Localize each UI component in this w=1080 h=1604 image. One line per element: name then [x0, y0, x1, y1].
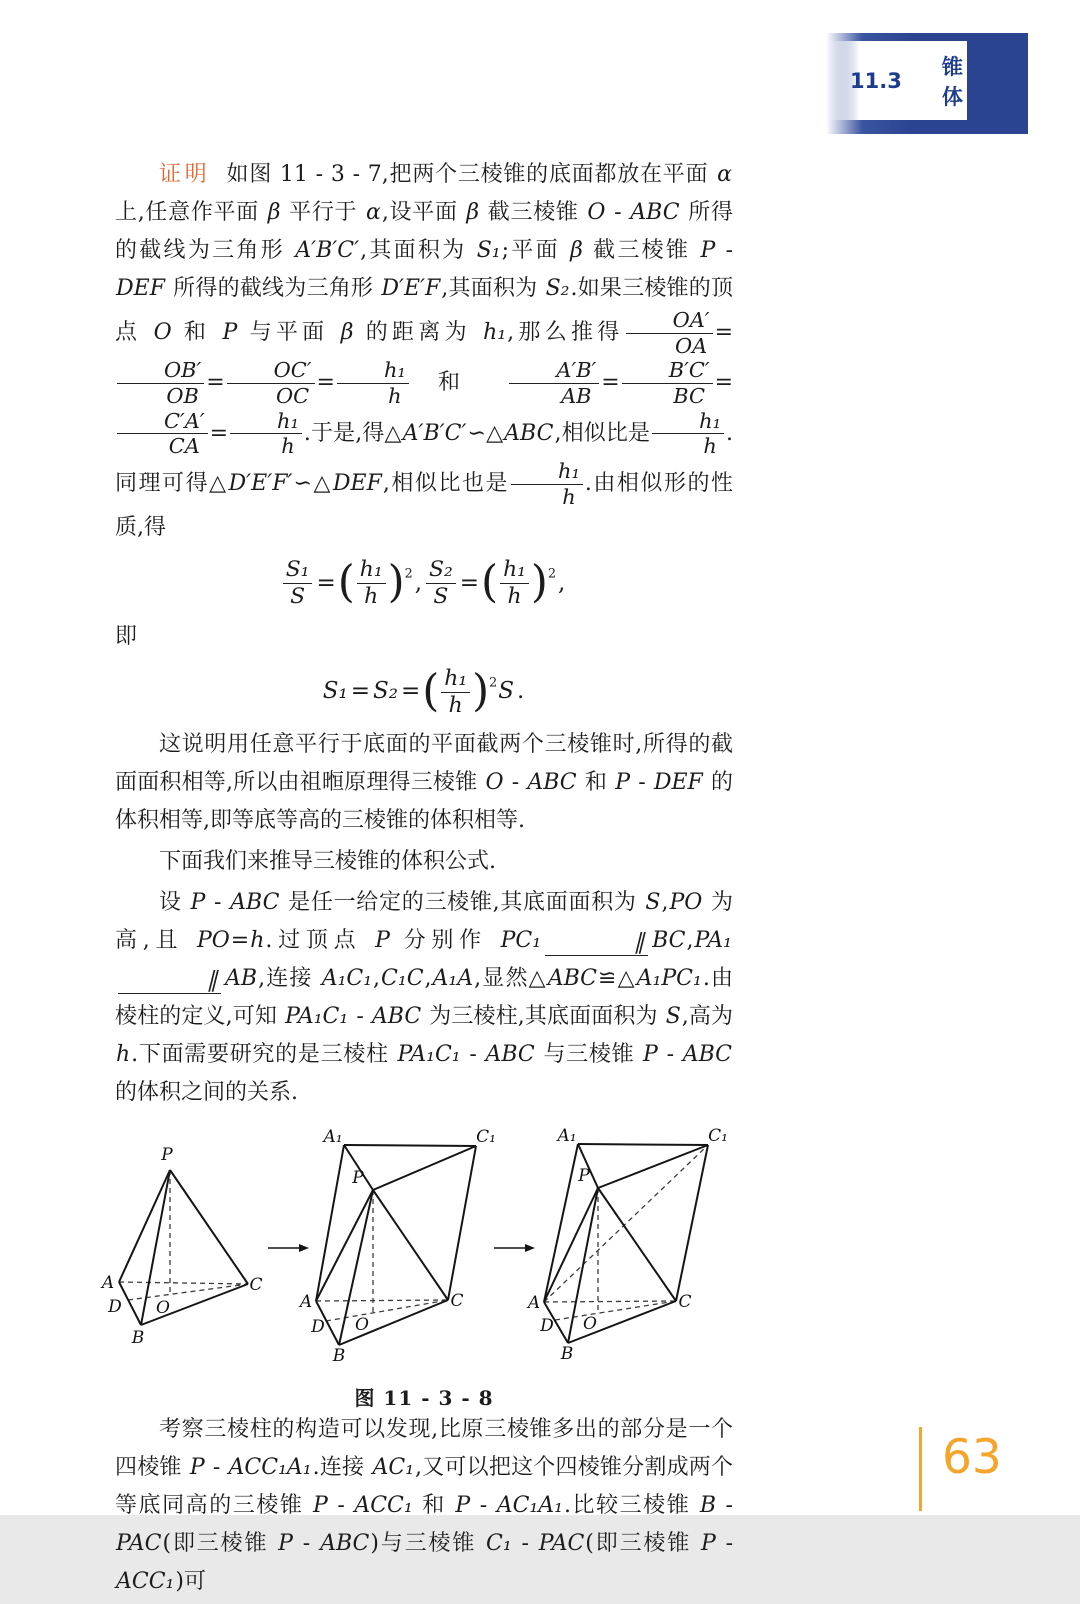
math-run: AC₁	[372, 1455, 415, 1481]
math-run: ABC	[371, 1004, 422, 1030]
vertex-label-B: B	[560, 1344, 574, 1365]
text-run: ,那么推得	[507, 320, 624, 346]
math-run: P	[312, 1493, 328, 1519]
fraction-numerator: h₁	[441, 666, 470, 693]
text-run: .比较三棱锥	[563, 1493, 699, 1519]
vertex-label-A₁: A₁	[323, 1127, 343, 1148]
fraction-numerator: A′B′	[509, 358, 599, 384]
text-run: 截三棱锥	[480, 200, 587, 225]
text-run: =	[350, 678, 370, 705]
edge-P-C	[170, 1170, 248, 1284]
math-run: β	[340, 320, 354, 346]
fraction-denominator: h	[448, 692, 463, 718]
text-run: .由相似形的性质,得	[115, 471, 733, 541]
diagram-pyramid-P-ABC	[100, 1145, 263, 1348]
math-run: ABC	[630, 200, 680, 225]
text-run: -	[606, 200, 630, 225]
text-run: 的体积之间的关系.	[115, 1080, 298, 1106]
text-run: ,相似比也是	[382, 471, 510, 497]
fraction-denominator: BC	[673, 383, 706, 408]
fraction-denominator: h	[562, 484, 576, 509]
edge-A-C	[544, 1301, 676, 1302]
math-run: AC₁A₁	[496, 1493, 563, 1519]
text-run: ,相似比是	[554, 420, 651, 446]
text-run: -	[717, 1493, 733, 1519]
text-run: 与三棱锥	[535, 1042, 643, 1068]
text-run: 分别作	[390, 928, 500, 954]
math-run: P	[700, 238, 716, 263]
fraction-numerator: C′A′	[117, 409, 208, 435]
text-run: )可	[175, 1569, 206, 1595]
fraction-denominator: h	[388, 383, 402, 408]
diagram-prism-with-diagonal-AC1	[526, 1126, 728, 1364]
math-run: P	[455, 1493, 471, 1519]
math-run: h₁	[483, 320, 507, 346]
vertex-label-A: A	[101, 1273, 115, 1294]
section-number: 11.3	[850, 68, 902, 93]
fraction-numerator: h₁	[337, 358, 409, 384]
text-run: -	[293, 1531, 320, 1557]
fraction	[227, 358, 315, 408]
text-run: ,高为	[681, 1004, 733, 1030]
text-run: ,	[661, 890, 669, 916]
superscript: 2	[404, 565, 413, 581]
fraction-numerator: h₁	[500, 557, 529, 584]
text-run: 下面我们来推导三棱锥的体积公式.	[159, 849, 496, 875]
text-run: =	[714, 370, 733, 396]
math-run: PC₁	[500, 928, 542, 954]
math-run: P	[278, 1531, 293, 1557]
math-run: PA₁C₁	[285, 1004, 349, 1030]
math-run: P	[189, 1455, 205, 1481]
text-run: ,	[686, 928, 694, 954]
math-run: h	[116, 1042, 131, 1068]
edge-P-A	[544, 1188, 598, 1302]
math-run: α	[365, 200, 381, 225]
proof-label: 证明	[159, 162, 211, 187]
text-run: ∥	[632, 930, 650, 956]
vertex-label-B: B	[131, 1328, 145, 1349]
math-run: P	[222, 320, 238, 346]
text-run: .下面需要研究的是三棱柱	[131, 1042, 397, 1068]
text-run: =	[459, 569, 480, 596]
section-title: 锥体	[941, 53, 965, 109]
math-run: ABC	[547, 966, 597, 992]
text-run: -	[716, 1531, 734, 1557]
edge-C1-C	[448, 1146, 476, 1300]
fraction-denominator: h	[703, 434, 717, 459]
big-paren: )	[530, 556, 548, 608]
fraction	[357, 557, 386, 610]
pyramid-prism-diagrams	[101, 1126, 741, 1372]
section-header-band	[826, 33, 1028, 134]
fraction-numerator: h₁	[511, 459, 583, 485]
math-run: O	[153, 320, 172, 346]
paragraph-zu-geng-principle	[115, 726, 733, 840]
vertex-label-C: C	[450, 1291, 464, 1312]
math-run: β	[570, 238, 583, 263]
text-run: 的距离为	[354, 320, 483, 346]
superscript: 2	[547, 565, 556, 581]
math-run: A₁A	[432, 966, 474, 992]
math-run: α	[717, 162, 732, 187]
fraction-denominator: h	[364, 584, 379, 610]
math-run: PO	[196, 928, 230, 954]
math-run: B	[699, 1493, 716, 1519]
connector-word	[115, 618, 733, 656]
math-run: P	[700, 1531, 716, 1557]
vertex-label-C: C	[678, 1292, 692, 1313]
math-run: A′B′C′	[402, 420, 467, 446]
edge-A1-A	[544, 1144, 578, 1302]
fraction	[626, 308, 713, 358]
fraction	[337, 358, 409, 408]
text-run: 设	[159, 890, 190, 916]
fraction-numerator: h₁	[230, 409, 302, 435]
display-formula-equality	[115, 666, 733, 719]
fraction-denominator: OB	[166, 383, 199, 408]
math-run: P	[375, 928, 390, 954]
math-run: DEF	[332, 471, 382, 497]
math-run: A₁PC₁	[636, 966, 702, 992]
fraction-numerator: h₁	[357, 557, 386, 584]
text-run: ,又可以把这个四棱锥分割成两个等底同高的三棱锥	[115, 1455, 733, 1519]
math-run: S₂	[372, 678, 398, 705]
fraction-numerator: h₁	[652, 409, 724, 435]
text-run: 这说明用任意平行于底面的平面截两个三棱锥时,所得的截面面积相等,所以由祖暅原理得三棱锥	[115, 732, 733, 796]
edge-P-C	[373, 1190, 448, 1300]
footer-accent-line	[919, 1427, 922, 1511]
text-run: .连接	[312, 1455, 372, 1481]
math-run: BC	[652, 928, 686, 954]
fraction-numerator: OB′	[117, 358, 204, 384]
math-run: ABC	[504, 420, 554, 446]
math-run: β	[267, 200, 281, 225]
math-run: D′E′F′	[228, 471, 293, 497]
edge-A-B	[119, 1282, 141, 1325]
math-run: DEF	[116, 276, 165, 301]
vertex-label-P: P	[352, 1168, 364, 1189]
text-run: (即三棱锥	[162, 1531, 278, 1557]
text-run: .如果三棱锥的顶点	[115, 276, 733, 346]
fraction-denominator: S	[290, 584, 306, 610]
text-run: -	[716, 238, 733, 263]
text-run: (即三棱锥	[585, 1531, 700, 1557]
text-run: 即	[115, 623, 138, 649]
big-paren: (	[481, 556, 499, 608]
text-run: =	[400, 678, 421, 705]
edge-A-C	[316, 1300, 448, 1301]
vertex-label-O: O	[156, 1298, 170, 1319]
math-run: β	[466, 200, 480, 225]
text-run: =	[316, 370, 335, 396]
text-run: ,其面积为	[360, 238, 476, 263]
vertex-label-P: P	[161, 1145, 173, 1166]
math-run: DEF	[653, 770, 703, 796]
edge-A-C1	[544, 1145, 708, 1302]
edge-P-C1	[373, 1146, 476, 1190]
proof-paragraph	[115, 156, 733, 547]
fraction	[441, 666, 470, 719]
page-number: 63	[942, 1430, 1002, 1485]
big-paren: (	[422, 665, 440, 717]
text-run: 如图 11 - 3 - 7,把两个三棱锥的底面都放在平面	[226, 162, 717, 187]
text-run: ,	[557, 569, 566, 596]
text-run: 平行于	[281, 200, 365, 225]
text-run: ∥	[205, 968, 223, 994]
edge-C1-C	[676, 1145, 708, 1301]
math-run: P	[190, 890, 206, 916]
fraction	[500, 557, 529, 610]
math-run: C₁C	[381, 966, 424, 992]
edge-A1-A	[316, 1145, 344, 1301]
math-run: D′E′F	[381, 276, 441, 301]
math-run: h	[250, 928, 265, 954]
text-run: )与三棱锥	[370, 1531, 486, 1557]
math-run: P	[643, 1042, 658, 1068]
math-run: P	[615, 770, 631, 796]
edge-A1-C1	[578, 1144, 708, 1145]
text-run: -	[512, 1531, 538, 1557]
figure-11-3-8	[101, 1126, 733, 1411]
text-run: =	[230, 928, 250, 954]
fraction	[509, 358, 599, 408]
text-run: 所得的截线为三角形	[165, 276, 381, 301]
fraction	[426, 557, 456, 610]
parallel-equal-symbol	[545, 932, 648, 956]
math-run: S	[665, 1004, 681, 1030]
vertex-label-D: D	[108, 1297, 122, 1318]
vertex-label-A: A	[527, 1293, 541, 1314]
text-run: =	[316, 569, 336, 596]
math-run: ABC	[230, 890, 280, 916]
math-run: A₁C₁	[321, 966, 373, 992]
edge-P-A	[316, 1190, 373, 1301]
transform-arrow-2	[494, 1244, 535, 1252]
fraction-denominator: CA	[168, 434, 200, 459]
figure-caption: 图 11 - 3 - 8	[354, 1386, 494, 1411]
math-run: PO	[669, 890, 703, 916]
fraction	[652, 409, 724, 459]
math-run: S	[498, 678, 514, 705]
text-run: ,显然△	[474, 966, 547, 992]
text-run: ,	[414, 569, 422, 596]
paragraph-derivation-intro	[115, 843, 733, 881]
math-run: ABC	[485, 1042, 535, 1068]
vertex-label-O: O	[355, 1315, 369, 1336]
vertex-label-B: B	[332, 1346, 346, 1367]
text-run: 和	[410, 370, 508, 396]
text-run: .	[516, 678, 525, 705]
parallel-equal-symbol	[118, 970, 221, 994]
text-run: .于是,得△	[303, 420, 402, 446]
diagram-prism-PA1C1-ABC	[298, 1127, 496, 1366]
superscript: 2	[489, 674, 498, 690]
transform-arrow-1	[268, 1244, 309, 1252]
text-run: =	[714, 320, 733, 346]
math-run: ABC	[320, 1531, 370, 1557]
text-run: 和	[172, 320, 222, 346]
vertex-label-C₁: C₁	[708, 1126, 728, 1147]
text-run: .由棱柱的定义,可知	[115, 966, 733, 1030]
section-header-plate	[826, 41, 967, 120]
text-run: -	[461, 1042, 485, 1068]
text-run: =	[601, 370, 620, 396]
paragraph-prism-construction	[115, 884, 733, 1112]
text-run: ,	[373, 966, 381, 992]
vertex-label-C₁: C₁	[476, 1127, 496, 1148]
vertex-label-P: P	[578, 1166, 590, 1187]
text-run: ∽△	[467, 420, 504, 446]
math-run: AB	[225, 966, 258, 992]
text-run: ;平面	[501, 238, 570, 263]
fraction-denominator: h	[507, 584, 522, 610]
edge-P-C	[598, 1188, 676, 1301]
math-run: S₁	[476, 238, 501, 263]
text-run: 和	[413, 1493, 455, 1519]
math-run: ACC₁	[116, 1569, 175, 1595]
math-run: PAC	[116, 1531, 162, 1557]
text-run: ≌△	[598, 966, 636, 992]
fraction-numerator: B′C′	[622, 358, 713, 384]
text-run: =	[209, 420, 228, 446]
text-run: 上,任意作平面	[115, 200, 267, 225]
text-run: -	[504, 770, 527, 796]
fraction	[622, 358, 713, 408]
big-paren: )	[472, 665, 490, 717]
fraction	[283, 557, 313, 610]
text-run: -	[205, 1455, 228, 1481]
text-run: 所得的截线为三角形	[115, 200, 733, 263]
text-run: 与平面	[238, 320, 340, 346]
vertex-label-A₁: A₁	[557, 1126, 577, 1147]
text-run: -	[206, 890, 230, 916]
text-run: .同理可得△	[115, 420, 734, 497]
fraction	[511, 459, 583, 509]
math-run: C₁	[486, 1531, 512, 1557]
fraction-denominator: OA	[674, 333, 708, 358]
edge-P-C1	[598, 1145, 708, 1188]
fraction-numerator: OC′	[227, 358, 315, 384]
fraction-numerator: S₂	[426, 557, 456, 584]
text-run: 截三棱锥	[583, 238, 700, 263]
fraction	[117, 409, 208, 459]
text-run: -	[658, 1042, 682, 1068]
math-run: S	[645, 890, 661, 916]
math-run: A′B′C′	[295, 238, 360, 263]
math-run: S₂	[545, 276, 570, 301]
math-run: ACC₁A₁	[228, 1455, 312, 1481]
text-run: 的体积相等,即等底等高的三棱锥的体积相等.	[115, 770, 733, 834]
math-run: ABC	[527, 770, 577, 796]
text-run: ,	[424, 966, 432, 992]
text-run: 为三棱柱,其底面面积为	[422, 1004, 665, 1030]
vertex-label-C: C	[249, 1275, 263, 1296]
paragraph-decomposition-analysis	[115, 1411, 733, 1601]
fraction-denominator: OC	[276, 383, 310, 408]
vertex-label-O: O	[583, 1314, 597, 1335]
fraction-denominator: AB	[561, 383, 592, 408]
big-paren: )	[387, 556, 405, 608]
display-formula-ratios	[115, 557, 733, 610]
text-run: -	[631, 770, 653, 796]
fraction	[230, 409, 302, 459]
vertex-label-D: D	[540, 1316, 554, 1337]
text-run: -	[471, 1493, 496, 1519]
math-run: ABC	[682, 1042, 733, 1068]
text-run: =	[206, 370, 225, 396]
edge-A-C	[119, 1282, 248, 1284]
text-run: -	[349, 1004, 371, 1030]
math-run: O	[587, 200, 606, 225]
body-column	[101, 156, 734, 1604]
math-run: O	[485, 770, 504, 796]
text-run: ,设平面	[381, 200, 466, 225]
fraction-denominator: S	[433, 584, 449, 610]
edge-A1-C1	[344, 1145, 476, 1146]
math-run: ACC₁	[354, 1493, 413, 1519]
math-run: PA₁	[694, 928, 732, 954]
math-run: PA₁C₁	[397, 1042, 461, 1068]
fraction-denominator: h	[281, 434, 295, 459]
text-run: 和	[577, 770, 615, 796]
text-run: -	[328, 1493, 354, 1519]
text-run: 为高,且	[115, 890, 734, 954]
text-run: .过顶点	[265, 928, 375, 954]
edge-P-A	[119, 1170, 170, 1282]
fraction-numerator: S₁	[283, 557, 313, 584]
text-run: 考察三棱柱的构造可以发现,比原三棱锥多出的部分是一个四棱锥	[115, 1417, 733, 1481]
vertex-label-A: A	[299, 1292, 313, 1313]
vertex-label-D: D	[311, 1317, 325, 1338]
text-run: 是任一给定的三棱锥,其底面面积为	[280, 890, 645, 916]
fraction	[117, 358, 204, 408]
math-run: S₁	[322, 678, 348, 705]
text-run: ∽△	[293, 471, 332, 497]
fraction-numerator: OA′	[626, 308, 713, 334]
text-run: ,其面积为	[441, 276, 545, 301]
text-run: ,连接	[258, 966, 321, 992]
big-paren: (	[337, 556, 355, 608]
math-run: PAC	[538, 1531, 585, 1557]
